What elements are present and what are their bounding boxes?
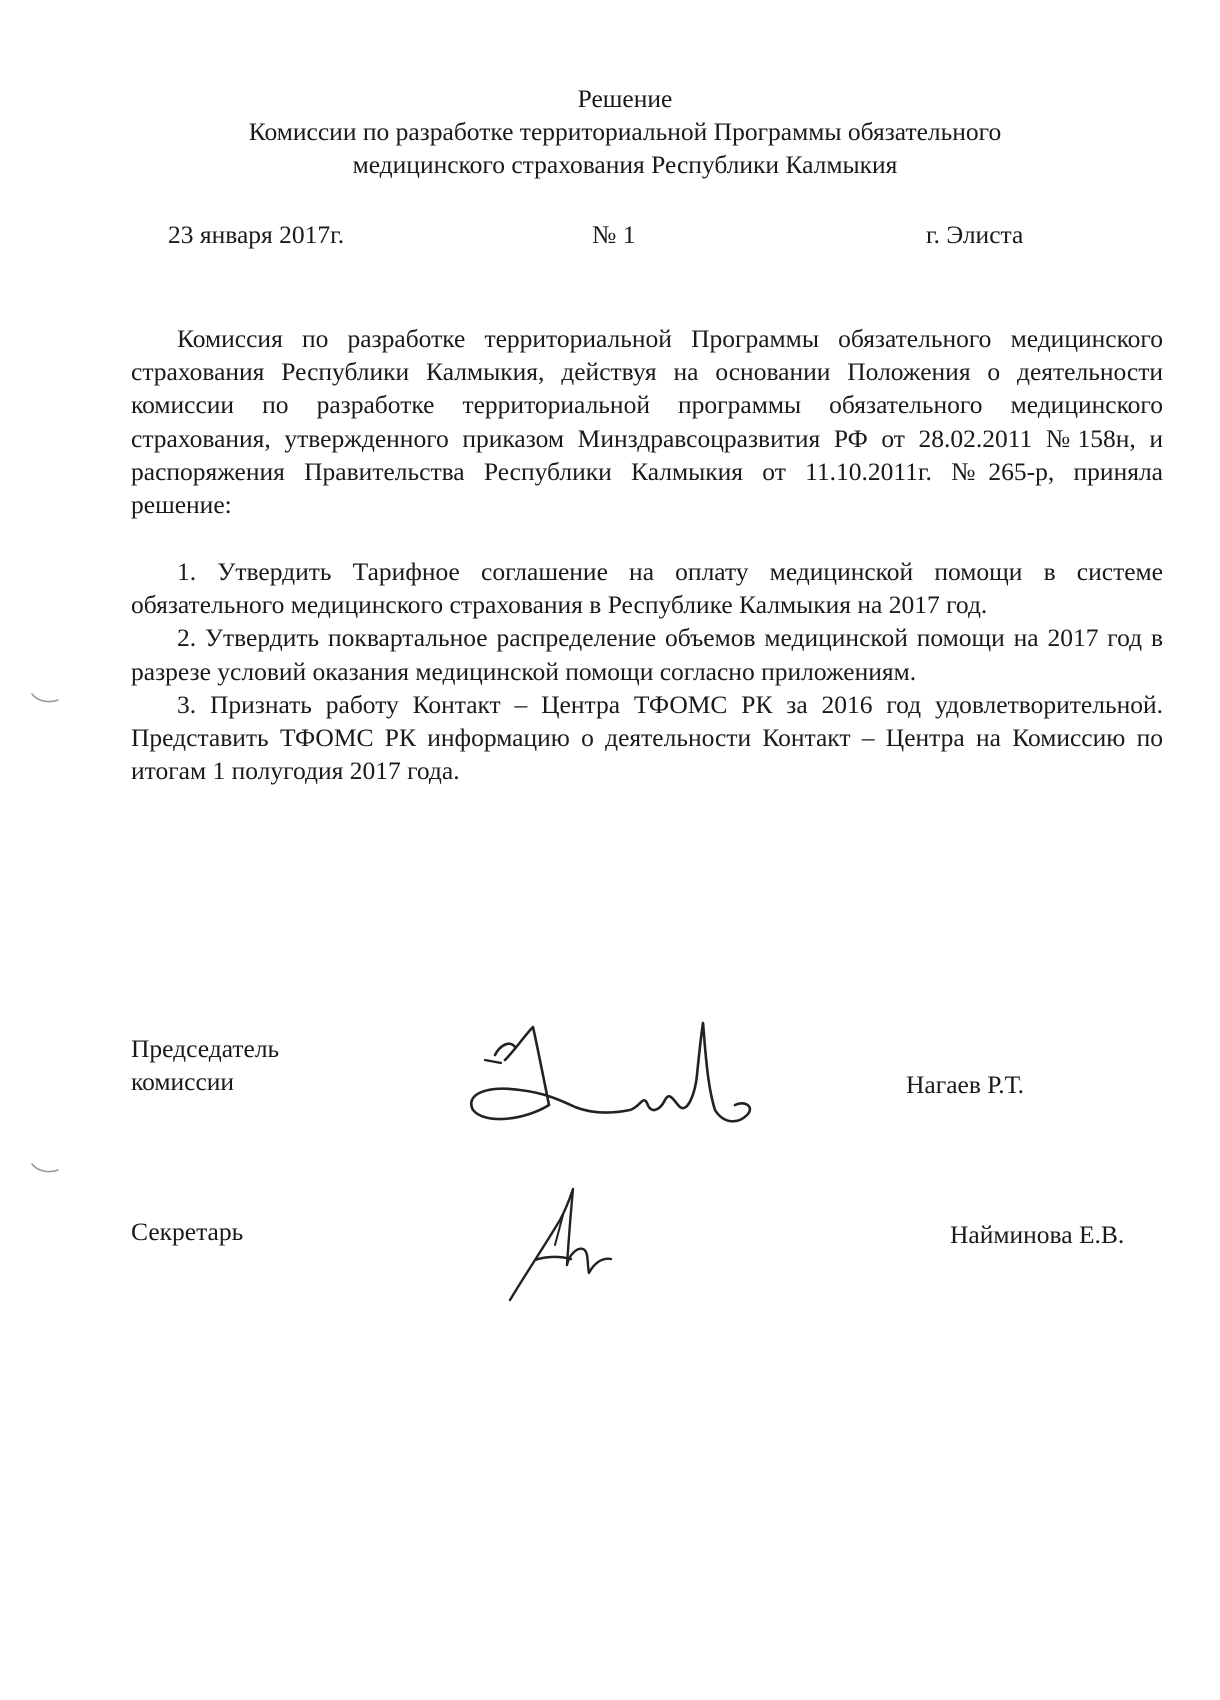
intro-paragraph-block [131, 322, 1163, 521]
document-date: 23 января 2017г. [168, 220, 345, 249]
secretary-name: Найминова Е.В. [950, 1220, 1125, 1249]
decision-items [131, 555, 1163, 787]
chairman-label-line2: комиссии [131, 1067, 235, 1096]
secretary-signature [505, 1185, 635, 1305]
document-subtitle-line1: Комиссии по разработке территориальной Программы обязательного [248, 117, 1002, 146]
chairman-name: Нагаев Р.Т. [906, 1070, 1025, 1099]
document-subtitle-line2: медицинского страхования Республики Калмыкия [352, 150, 898, 179]
chairman-label [131, 1032, 279, 1098]
hole-punch-mark-lower [30, 1160, 60, 1176]
chairman-label-line1: Председатель [131, 1034, 280, 1063]
decision-item-1: 1. Утвердить Тарифное соглашение на оплату медицинской помощи в системе обязательного медицинского страхования в Республике Калмыкия на 2017 год. [131, 557, 1163, 620]
document-city: г. Элиста [926, 220, 1024, 249]
document-number: № 1 [592, 220, 636, 249]
hole-punch-mark-upper [30, 690, 60, 706]
intro-paragraph: Комиссия по разработке территориальной Программы обязательного медицинского страхования Республики Калмыкия, действуя на основании Положения о деятельности комиссии по разработке территориальной программы обязательного медицинского страхования, утвержденного приказом Минздравсоцразвития РФ от 28.02.2011 №158н, и распоряжения Правительства Республики Калмыкия от 11.10.2011г. №265-р, приняла решение: [131, 324, 1163, 520]
document-title: Решение [577, 84, 673, 113]
chairman-signature [465, 1015, 785, 1130]
document-header [0, 82, 1220, 181]
decision-item-3: 3. Признать работу Контакт – Центра ТФОМС РК за 2016 год удовлетворительной. Представить ТФОМС РК информацию о деятельности Контакт – Центра на Комиссию по итогам 1 полугодия 2017 года. [131, 689, 1163, 786]
secretary-label: Секретарь [131, 1217, 244, 1246]
decision-item-2: 2. Утвердить поквартальное распределение объемов медицинской помощи на 2017 год в разрезе условий оказания медицинской помощи согласно приложениям. [131, 623, 1163, 686]
